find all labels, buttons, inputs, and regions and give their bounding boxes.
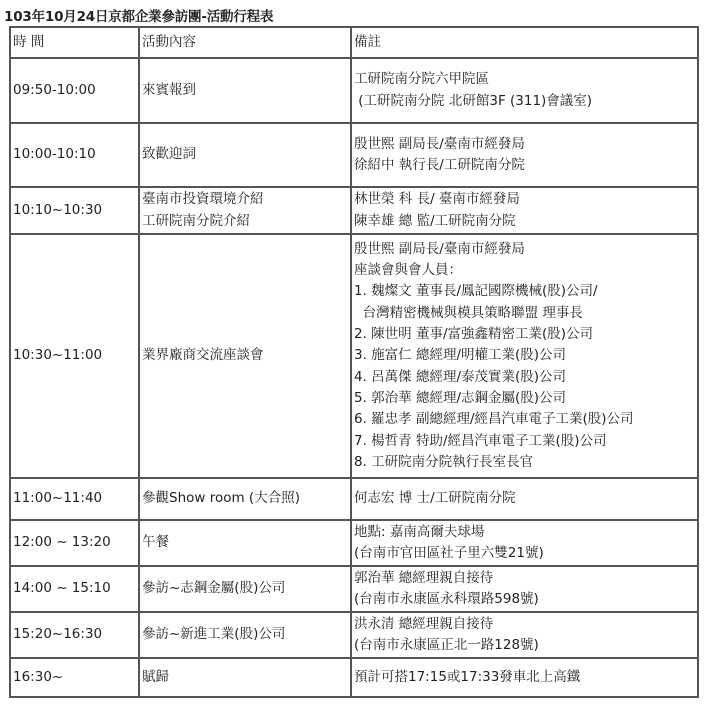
- remarks-line: 1. 魏燦文 董事長/鳳記國際機械(股)公司/: [354, 283, 598, 300]
- page-title: 103年10月24日京都企業參訪團-活動行程表: [4, 9, 274, 25]
- remarks-line: 台灣精密機械與模具策略聯盟 理事長: [354, 304, 583, 321]
- remarks-cell: [351, 187, 698, 234]
- remarks-cell: [351, 478, 698, 520]
- activity-text: 工研院南分院介紹: [142, 212, 250, 229]
- table-row: [10, 478, 698, 520]
- activity-cell: [139, 566, 351, 612]
- header-remarks: 備註: [351, 27, 698, 58]
- activity-text: 致歡迎詞: [142, 146, 196, 163]
- remarks-line: (台南市官田區社子里六雙21號): [354, 545, 544, 561]
- schedule-table: [9, 26, 699, 698]
- time-cell: 16:30~: [10, 658, 139, 697]
- table-row: [10, 612, 698, 658]
- activity-text: 午餐: [142, 534, 169, 551]
- remarks-line: (台南市永康區正北一路128號): [354, 637, 539, 653]
- remarks-line: 洪永清 總經理親自接待: [354, 615, 494, 632]
- remarks-cell: [351, 123, 698, 187]
- remarks-line: 2. 陳世明 董事/富強鑫精密工業(股)公司: [354, 326, 594, 343]
- remarks-line: 陳幸雄 總 監/工研院南分院: [354, 212, 516, 229]
- activity-text: 業界廠商交流座談會: [142, 347, 264, 364]
- remarks-line: 座談會與會人員：: [354, 262, 462, 279]
- remarks-line: 預計可搭17:15或17:33發車北上高鐵: [354, 668, 581, 685]
- activity-cell: [139, 123, 351, 187]
- remarks-line: 何志宏 博 士/工研院南分院: [354, 490, 516, 507]
- activity-text: 參訪~志鋼金屬(股)公司: [142, 580, 286, 597]
- activity-cell: [139, 187, 351, 234]
- header-activity: 活動內容: [139, 27, 351, 58]
- table-row: [10, 566, 698, 612]
- remarks-line: 地點: 嘉南高爾夫球場: [354, 523, 485, 540]
- time-cell: 14:00 ~ 15:10: [10, 566, 139, 612]
- time-cell: 15:20~16:30: [10, 612, 139, 658]
- remarks-cell: [351, 520, 698, 566]
- activity-cell: [139, 658, 351, 697]
- time-cell: 10:10~10:30: [10, 187, 139, 234]
- table-row: [10, 234, 698, 478]
- remarks-line: (工研院南分院 北研館3F (311)會議室): [354, 92, 593, 109]
- remarks-line: 徐紹中 執行長/工研院南分院: [354, 157, 525, 173]
- remarks-line: 3. 施富仁 總經理/明權工業(股)公司: [354, 347, 567, 364]
- remarks-line: 4. 呂萬傑 總經理/泰茂實業(股)公司: [354, 368, 567, 385]
- time-cell: 12:00 ~ 13:20: [10, 520, 139, 566]
- remarks-line: 郭治華 總經理親自接待: [354, 569, 494, 586]
- header-time: 時 間: [10, 27, 139, 58]
- remarks-line: 8. 工研院南分院執行長室長官: [354, 453, 534, 470]
- remarks-line: 殷世熙 副局長/臺南市經發局: [354, 240, 525, 257]
- activity-cell: [139, 520, 351, 566]
- table-row: [10, 520, 698, 566]
- time-cell: 11:00~11:40: [10, 478, 139, 520]
- remarks-line: 7. 楊哲青 特助/經昌汽車電子工業(股)公司: [354, 432, 607, 449]
- remarks-line: 殷世熙 副局長/臺南市經發局: [354, 135, 525, 152]
- activity-cell: [139, 612, 351, 658]
- remarks-line: (台南市永康區永科環路598號): [354, 591, 539, 607]
- activity-cell: [139, 58, 351, 123]
- remarks-cell: [351, 58, 698, 123]
- remarks-line: 林世榮 科 長/ 臺南市經發局: [354, 191, 520, 208]
- activity-text: 賦歸: [142, 668, 169, 685]
- table-row: [10, 658, 698, 697]
- remarks-cell: [351, 234, 698, 478]
- remarks-line: 6. 羅忠孝 副總經理/經昌汽車電子工業(股)公司: [354, 411, 634, 428]
- time-cell: 10:00-10:10: [10, 123, 139, 187]
- activity-text: 參觀Show room (大合照): [142, 490, 300, 507]
- activity-text: 來賓報到: [142, 81, 196, 98]
- header-row: [10, 27, 698, 58]
- time-cell: 10:30~11:00: [10, 234, 139, 478]
- table-row: [10, 58, 698, 123]
- remarks-line: 工研院南分院六甲院區: [354, 71, 489, 88]
- remarks-cell: [351, 612, 698, 658]
- activity-cell: [139, 478, 351, 520]
- remarks-line: 5. 郭治華 總經理/志鋼金屬(股)公司: [354, 389, 567, 406]
- remarks-cell: [351, 566, 698, 612]
- remarks-cell: [351, 658, 698, 697]
- table-row: [10, 123, 698, 187]
- table-row: [10, 187, 698, 234]
- activity-text: 參訪~新進工業(股)公司: [142, 626, 286, 643]
- activity-cell: [139, 234, 351, 478]
- activity-text: 臺南市投資環境介紹: [142, 191, 264, 208]
- time-cell: 09:50-10:00: [10, 58, 139, 123]
